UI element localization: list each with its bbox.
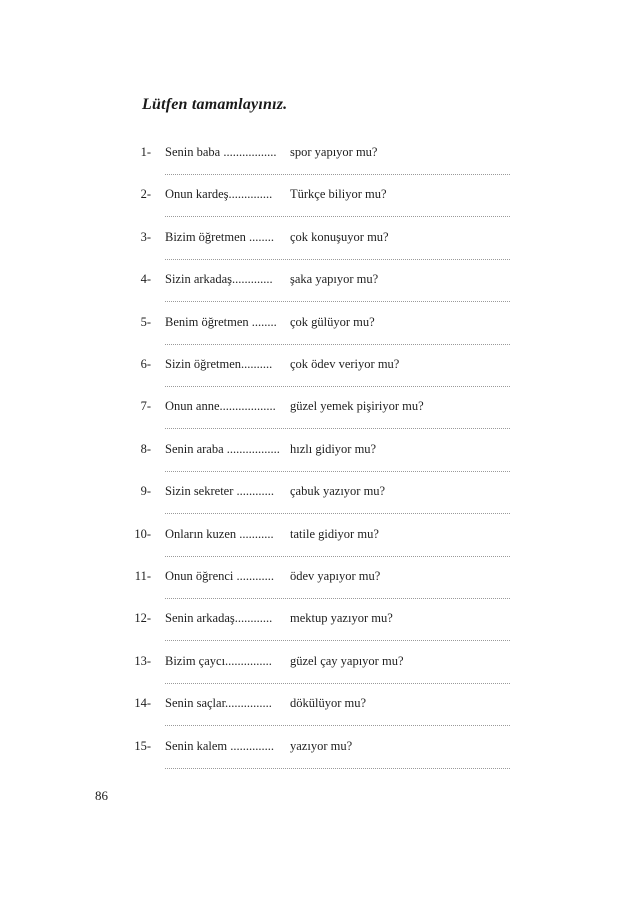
item-subject: Onun öğrenci ............	[165, 569, 275, 583]
item-subject: Senin baba .................	[165, 145, 277, 159]
answer-line[interactable]	[165, 725, 510, 726]
exercise-item	[0, 186, 638, 226]
item-predicate: çabuk yazıyor mu?	[290, 484, 386, 499]
item-subject: Benim öğretmen ........	[165, 314, 277, 329]
exercise-title: Lütfen tamamlayınız.	[142, 96, 288, 113]
item-subject: Senin saçlar...............	[165, 696, 272, 711]
item-subject: Sizin sekreter ............	[165, 484, 275, 499]
exercise-item	[0, 271, 638, 311]
item-predicate: çok ödev veriyor mu?	[290, 357, 400, 371]
item-subject: Onun kardeş..............	[165, 187, 273, 202]
item-subject: Senin araba .................	[165, 441, 280, 456]
item-number: 1-	[140, 145, 151, 159]
answer-line[interactable]	[165, 513, 510, 514]
item-subject: Sizin arkadaş.............	[165, 272, 273, 287]
exercise-item	[0, 738, 638, 778]
exercise-item	[0, 314, 638, 354]
item-subject: Senin kalem ..............	[165, 738, 275, 753]
item-predicate: tatile gidiyor mu?	[290, 526, 379, 541]
item-number: 15-	[134, 738, 151, 753]
page-number: 86	[95, 788, 108, 803]
item-number: 3-	[140, 229, 151, 244]
answer-line[interactable]	[165, 301, 510, 302]
item-subject: Senin arkadaş............	[165, 611, 273, 626]
item-number: 2-	[140, 187, 151, 202]
answer-line[interactable]	[165, 344, 510, 345]
item-subject: Onun anne..................	[165, 399, 276, 414]
item-number: 6-	[140, 357, 151, 371]
answer-line[interactable]	[165, 683, 510, 684]
item-number: 4-	[140, 272, 151, 287]
item-predicate: çok konuşuyor mu?	[290, 229, 389, 244]
item-number: 10-	[134, 526, 151, 541]
item-subject: Bizim çaycı...............	[165, 653, 272, 668]
exercise-item	[0, 568, 638, 608]
item-number: 13-	[134, 653, 151, 668]
item-predicate: dökülüyor mu?	[290, 696, 367, 711]
answer-line[interactable]	[165, 259, 510, 260]
exercise-item	[0, 610, 638, 650]
item-predicate: ödev yapıyor mu?	[290, 569, 381, 583]
exercise-item	[0, 526, 638, 566]
item-predicate: şaka yapıyor mu?	[290, 272, 379, 287]
item-predicate: spor yapıyor mu?	[290, 145, 378, 159]
exercise-item	[0, 653, 638, 693]
item-predicate: güzel çay yapıyor mu?	[290, 653, 404, 668]
item-predicate: hızlı gidiyor mu?	[290, 441, 377, 456]
answer-line[interactable]	[165, 768, 510, 769]
answer-line[interactable]	[165, 386, 510, 387]
item-number: 11-	[134, 569, 151, 583]
item-number: 5-	[140, 314, 151, 329]
item-number: 7-	[140, 399, 151, 414]
answer-line[interactable]	[165, 174, 510, 175]
exercise-item	[0, 483, 638, 523]
item-predicate: yazıyor mu?	[290, 738, 353, 753]
item-subject: Sizin öğretmen..........	[165, 357, 273, 371]
item-predicate: mektup yazıyor mu?	[290, 611, 393, 626]
exercise-item	[0, 356, 638, 396]
item-subject: Bizim öğretmen ........	[165, 229, 275, 244]
answer-line[interactable]	[165, 216, 510, 217]
answer-line[interactable]	[165, 640, 510, 641]
item-number: 8-	[140, 441, 151, 456]
exercise-item	[0, 695, 638, 735]
item-predicate: güzel yemek pişiriyor mu?	[290, 399, 424, 414]
item-number: 12-	[134, 611, 151, 626]
item-predicate: Türkçe biliyor mu?	[290, 187, 387, 202]
item-number: 9-	[140, 484, 151, 499]
exercise-item	[0, 441, 638, 481]
item-number: 14-	[134, 696, 151, 711]
answer-line[interactable]	[165, 428, 510, 429]
item-predicate: çok gülüyor mu?	[290, 314, 375, 329]
answer-line[interactable]	[165, 556, 510, 557]
exercise-item	[0, 144, 638, 184]
answer-line[interactable]	[165, 471, 510, 472]
exercise-item	[0, 229, 638, 269]
item-subject: Onların kuzen ...........	[165, 526, 274, 541]
answer-line[interactable]	[165, 598, 510, 599]
exercise-item	[0, 398, 638, 438]
